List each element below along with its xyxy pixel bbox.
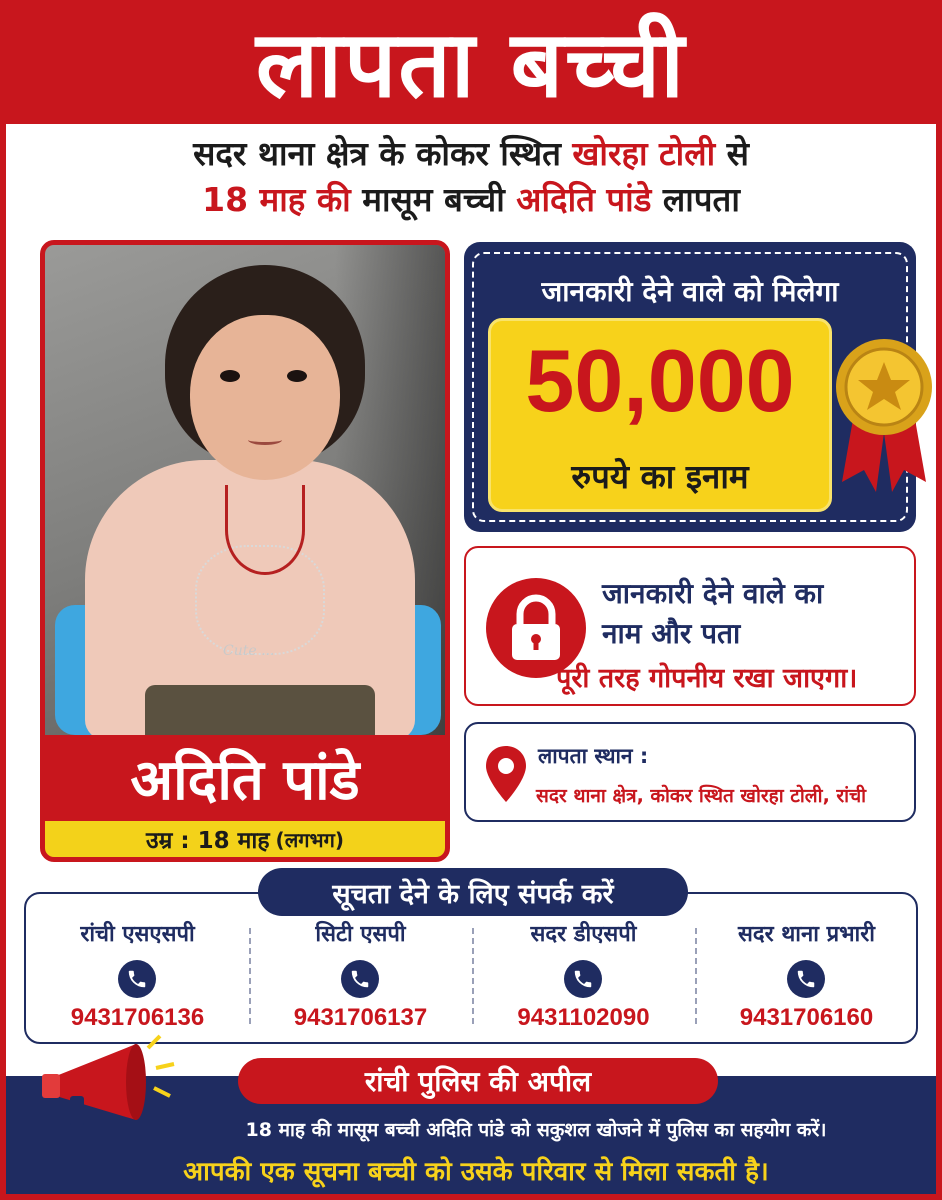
contact-role: सदर डीएसपी xyxy=(530,922,637,947)
phone-glyph xyxy=(795,968,817,990)
confidential-line-3: पूरी तरह गोपनीय रखा जाएगा। xyxy=(556,663,858,694)
child-age-note: (लगभग) xyxy=(275,827,344,852)
contact-phone[interactable]: 9431706160 xyxy=(739,1004,874,1031)
child-eye-right xyxy=(287,370,307,382)
reward-amount-panel xyxy=(488,318,832,512)
child-eye-left xyxy=(220,370,240,382)
phone-icon[interactable] xyxy=(787,960,825,998)
phone-glyph xyxy=(572,968,594,990)
location-value: सदर थाना क्षेत्र, कोकर स्थित खोरहा टोली, रांची xyxy=(536,785,867,807)
location-label: लापता स्थान : xyxy=(538,744,649,768)
shirt-text: Cute ... xyxy=(223,643,275,659)
subtitle-name-highlight: अदिति पांडे xyxy=(516,180,652,219)
contacts-heading: सूचता देने के लिए संपर्क करें xyxy=(258,868,688,916)
subtitle-line-1 xyxy=(6,134,936,174)
child-name: अदिति पांडे xyxy=(130,748,360,813)
subtitle-line2-suffix: लापता xyxy=(651,180,740,219)
phone-icon[interactable] xyxy=(341,960,379,998)
phone-glyph xyxy=(349,968,371,990)
contact-role: सदर थाना प्रभारी xyxy=(738,922,875,947)
child-name-band xyxy=(45,735,445,821)
appeal-line-2: आपकी एक सूचना बच्ची को उसके परिवार से मिला सकती है। xyxy=(183,1157,769,1187)
child-mouth xyxy=(248,435,282,445)
contact-city-sp xyxy=(249,918,472,1038)
contact-role: रांची एसएसपी xyxy=(80,922,195,947)
location-box xyxy=(464,722,916,822)
subtitle-line1-highlight: खोरहा टोली xyxy=(572,134,716,173)
reward-heading: जानकारी देने वाले को मिलेगा xyxy=(541,275,839,308)
header-banner xyxy=(6,6,936,124)
subtitle-line2-mid: मासूम बच्ची xyxy=(350,180,517,219)
child-photo-card xyxy=(40,240,450,862)
phone-glyph xyxy=(126,968,148,990)
contact-phone[interactable]: 9431706137 xyxy=(293,1004,428,1031)
confidential-box xyxy=(464,546,916,706)
contact-station-incharge xyxy=(695,918,918,1038)
reward-box xyxy=(464,242,916,532)
contact-phone[interactable]: 9431102090 xyxy=(517,1004,650,1031)
phone-icon[interactable] xyxy=(118,960,156,998)
location-pin-icon xyxy=(484,744,528,804)
poster-title: लापता बच्ची xyxy=(255,11,687,118)
confidential-line-2: नाम और पता xyxy=(602,617,741,650)
subtitle-line1-prefix: सदर थाना क्षेत्र के कोकर स्थित xyxy=(193,134,573,173)
appeal-line-1: 18 माह की मासूम बच्ची अदिति पांडे को सकुशल खोजने में पुलिस का सहयोग करें। xyxy=(245,1119,827,1141)
child-face xyxy=(190,315,340,480)
reward-amount: 50,000 xyxy=(525,331,795,430)
child-necklace xyxy=(225,485,305,575)
appeal-title: रांची पुलिस की अपील xyxy=(238,1058,718,1104)
confidential-line-1: जानकारी देने वाले का xyxy=(602,577,824,610)
child-age-band xyxy=(45,821,445,857)
child-photo xyxy=(45,245,445,735)
contact-sadar-dsp xyxy=(472,918,695,1038)
contact-phone[interactable]: 9431706136 xyxy=(70,1004,205,1031)
child-age: उम्र : 18 माह xyxy=(146,828,270,854)
contact-ssp xyxy=(26,918,249,1038)
subtitle-line1-suffix: से xyxy=(715,134,749,173)
subtitle-age-highlight: 18 माह की xyxy=(202,180,351,219)
subtitle-line-2 xyxy=(6,180,936,220)
phone-icon[interactable] xyxy=(564,960,602,998)
contact-role: सिटी एसपी xyxy=(315,922,406,947)
reward-subtext: रुपये का इनाम xyxy=(571,457,749,496)
star-medal-icon xyxy=(834,332,934,492)
